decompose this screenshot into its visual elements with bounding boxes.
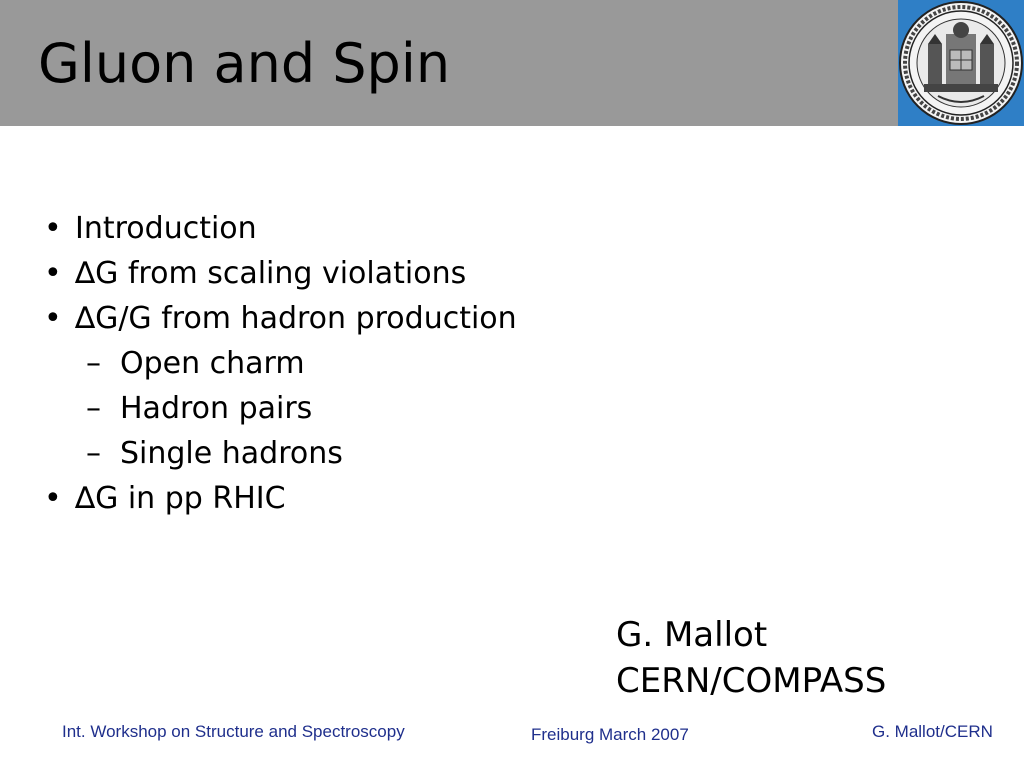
- footer-workshop: Int. Workshop on Structure and Spectroscopy: [62, 722, 405, 741]
- university-seal-icon: [898, 0, 1024, 126]
- footer-date-location: Freiburg March 2007: [531, 725, 689, 744]
- slide-title: Gluon and Spin: [38, 32, 451, 95]
- title-bar: [0, 0, 1024, 126]
- author-block: [616, 612, 886, 704]
- author-affiliation: CERN/COMPASS: [616, 661, 887, 701]
- footer-author: G. Mallot/CERN: [872, 722, 993, 741]
- author-name: G. Mallot: [616, 615, 768, 655]
